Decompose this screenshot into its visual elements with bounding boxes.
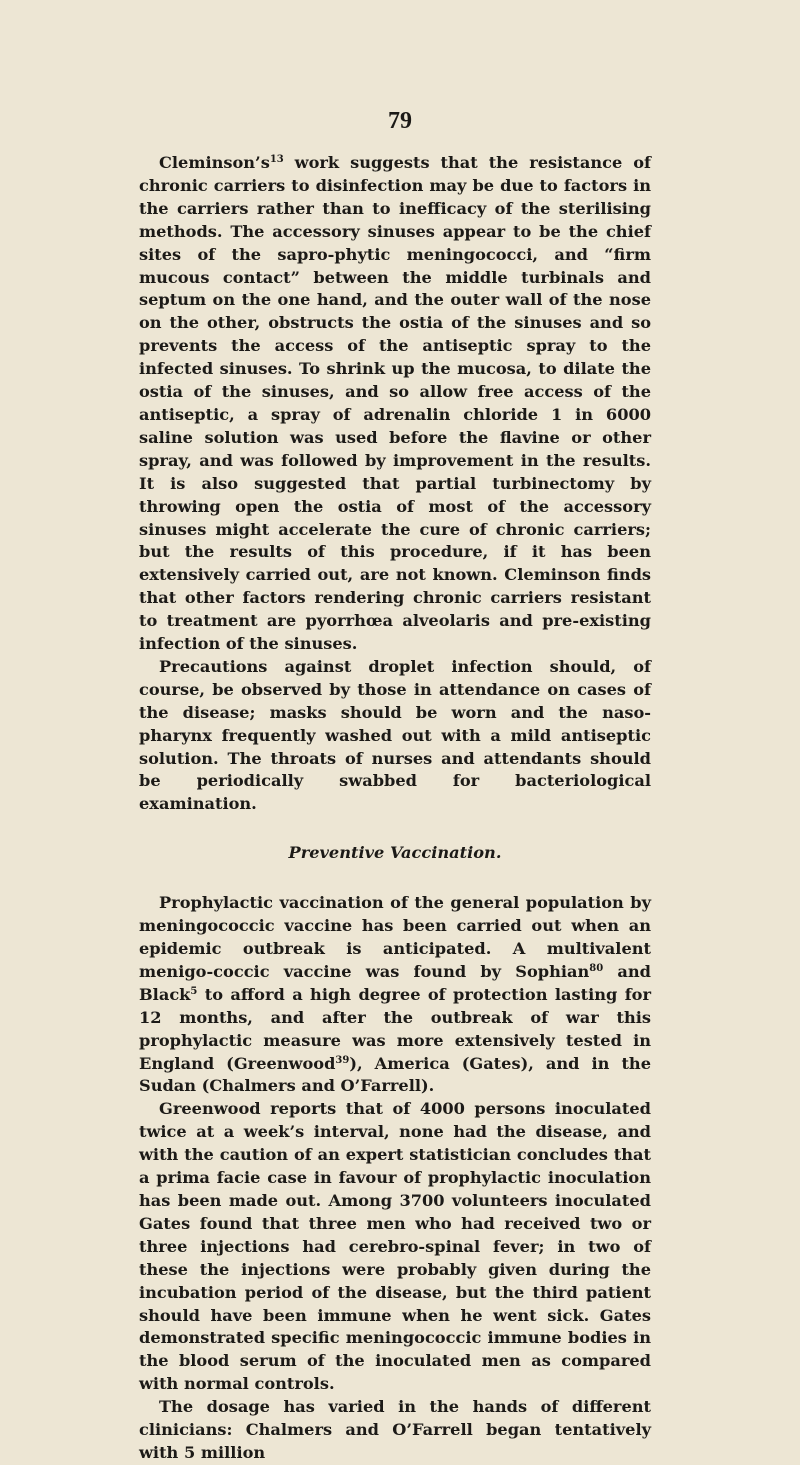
text-run: The dosage has varied in the hands of different clinicians: Chalmers and O’Farrell began tentatively with 5 million [139, 1397, 651, 1462]
reference-superscript: 13 [269, 154, 284, 165]
page-number: 79 [388, 108, 412, 134]
section-cleminson [139, 152, 651, 816]
paragraph [139, 1396, 651, 1465]
paragraph [139, 656, 651, 816]
reference-superscript: 5 [190, 985, 198, 997]
text-run: Prophylactic vaccination of the general population by meningococcic vaccine has been carried out when an epidemic outbreak is anticipated. A multivalent menigo-coccic vaccine was found by Sophian [139, 893, 651, 981]
text-run: ), America (Gates), and in the Sudan (Chalmers and O’Farrell). [139, 1053, 652, 1096]
paragraph [139, 152, 651, 656]
text-run: and Black [139, 961, 651, 1004]
section-heading: Preventive Vaccination. [288, 843, 502, 863]
body-text [139, 152, 651, 1465]
section-preventive-vaccination [139, 892, 651, 1465]
text-run: Cleminson’s [159, 153, 270, 172]
paragraph [139, 892, 651, 1098]
reference-superscript: 39 [335, 1054, 350, 1066]
text-run: to afford a high degree of protection lasting for 12 months, and after the outbreak of war this prophylactic measure was more extensively tested in England (Greenwood [139, 984, 651, 1073]
text-run: Greenwood reports that of 4000 persons inoculated twice at a week’s interval, none had the disease, and with the caution of an expert statistician concludes that a prima facie case in favour of prophylactic inoculation has been made out. Among 3700 volunteers inoculated Gates found that three men who had received two or three injections had cerebro-spinal fever; in two of these the injections were probably given during the incubation period of the disease, but the third patient should have been immune when he went sick. Gates demonstrated specific meningococcic immune bodies in the blood serum of the inoculated men as compared with normal controls. [139, 1099, 651, 1394]
reference-superscript: 80 [589, 962, 604, 974]
text-run: Precautions against droplet infection should, of course, be observed by those in attendance on cases of the disease; masks should be worn and the naso-pharynx frequently washed out with a mild antiseptic solution. The throats of nurses and attendants should be periodically swabbed for bacteriological examination. [139, 656, 651, 814]
paragraph [139, 1098, 651, 1396]
text-run: work suggests that the resistance of chronic carriers to disinfection may be due to factors in the carriers rather than to inefficacy of the sterilising methods. The accessory sinuses appear to be the chief sites of the sapro-phytic meningococci, and “firm mucous contact” between the middle turbinals and septum on the one hand, and the outer wall of the nose on the other, obstructs the ostia of the sinuses and so prevents the access of the antiseptic spray to the infected sinuses. To shrink up the mucosa, to dilate the ostia of the sinuses, and so allow free access of the antiseptic, a spray of adrenalin chloride 1 in 6000 saline solution was used before the flavine or other spray, and was followed by improvement in the results. It is also suggested that partial turbinectomy by throwing open the ostia of most of the accessory sinuses might accelerate the cure of chronic carriers; but the results of this procedure, if it has been extensively carried out, are not known. Cleminson finds that other factors rendering chronic carriers resistant to treatment are pyorrhœa alveolaris and pre-existing infection of the sinuses. [139, 153, 651, 654]
